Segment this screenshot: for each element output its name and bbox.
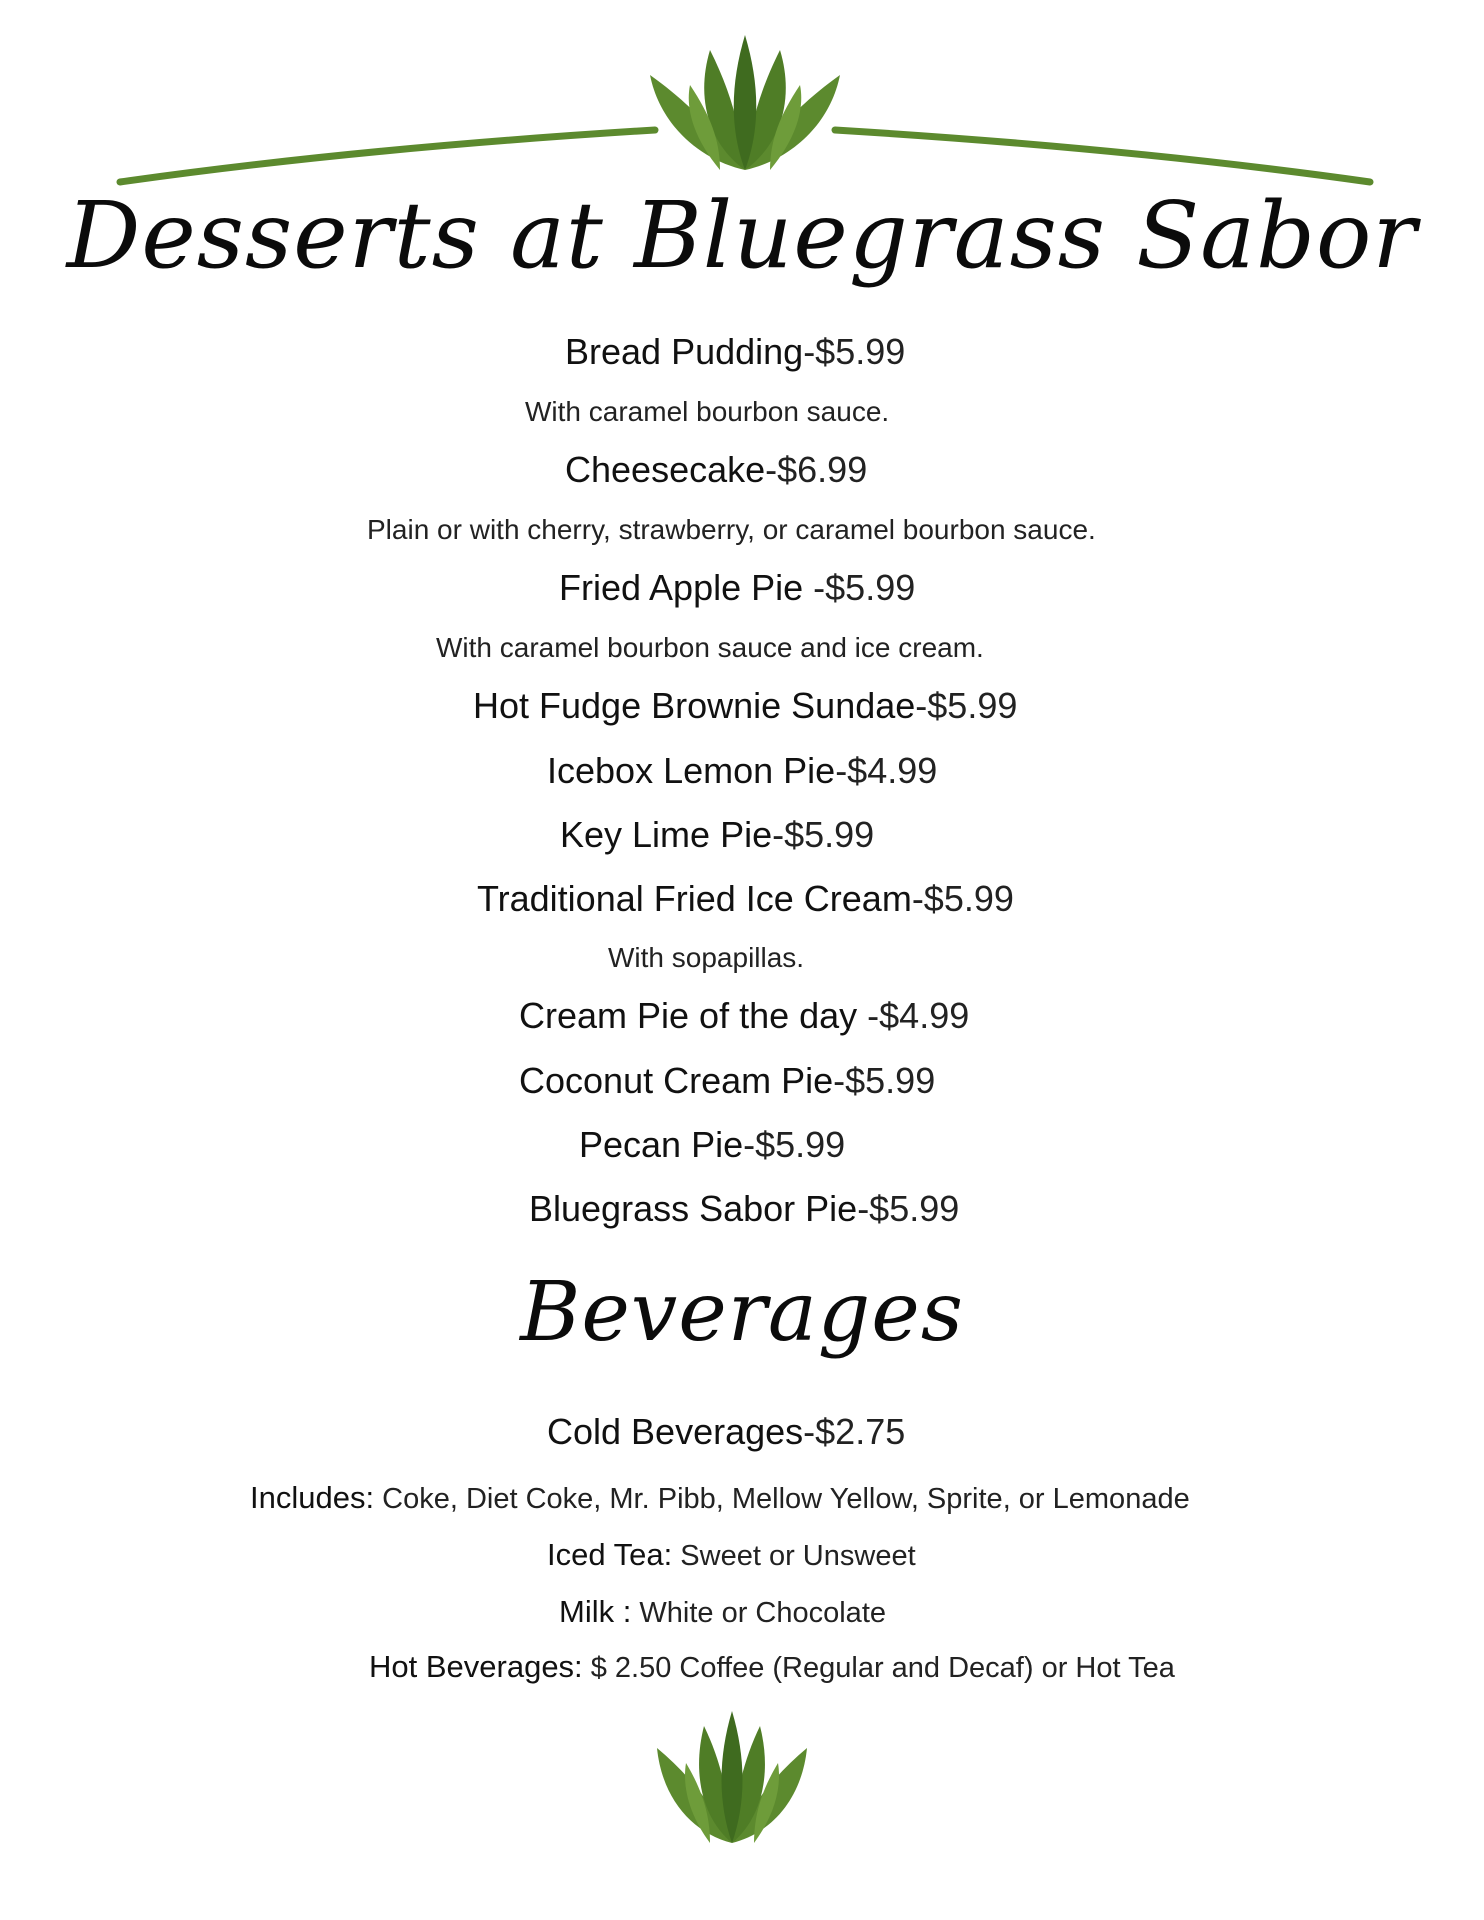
dessert-item-fried-apple-pie bbox=[559, 567, 916, 608]
dessert-price: -$4.99 bbox=[835, 750, 938, 791]
dessert-price: -$5.99 bbox=[813, 567, 916, 608]
dessert-price: -$6.99 bbox=[765, 449, 868, 490]
beverage-text: $ 2.50 Coffee (Regular and Decaf) or Hot Tea bbox=[582, 1652, 1175, 1684]
beverage-includes bbox=[250, 1482, 1190, 1514]
dessert-name: Bread Pudding bbox=[565, 331, 804, 372]
beverage-iced-tea bbox=[547, 1539, 916, 1571]
page-title: Desserts at Bluegrass Sabor bbox=[66, 182, 1418, 289]
beverage-label: Milk : bbox=[559, 1594, 632, 1629]
dessert-name: Hot Fudge Brownie Sundae bbox=[473, 685, 916, 726]
beverage-label: Hot Beverages: bbox=[369, 1649, 583, 1684]
dessert-price: -$5.99 bbox=[803, 331, 906, 372]
dessert-item-bluegrass-sabor-pie bbox=[529, 1188, 960, 1229]
beverage-text: Coke, Diet Coke, Mr. Pibb, Mellow Yellow, Sprite, or Lemonade bbox=[374, 1483, 1190, 1515]
beverage-item-cold bbox=[547, 1411, 906, 1452]
dessert-name: Fried Apple Pie bbox=[559, 567, 814, 608]
leaf-ornament-top-icon bbox=[110, 30, 1380, 200]
beverages-heading: Beverages bbox=[520, 1265, 964, 1360]
dessert-name: Traditional Fried Ice Cream bbox=[477, 878, 912, 919]
beverage-hot bbox=[369, 1651, 1175, 1683]
dessert-description: With sopapillas. bbox=[608, 942, 805, 973]
dessert-item-pecan-pie bbox=[579, 1124, 846, 1165]
dessert-name: Cheesecake bbox=[565, 449, 766, 490]
dessert-price: -$5.99 bbox=[743, 1124, 846, 1165]
beverage-name: Cold Beverages bbox=[547, 1411, 804, 1452]
dessert-name: Key Lime Pie bbox=[560, 814, 773, 855]
dessert-price: -$5.99 bbox=[915, 685, 1018, 726]
beverage-text: Sweet or Unsweet bbox=[672, 1540, 916, 1572]
dessert-item-coconut-cream-pie bbox=[519, 1060, 936, 1101]
dessert-item-cheesecake bbox=[565, 449, 868, 490]
dessert-name: Coconut Cream Pie bbox=[519, 1060, 834, 1101]
beverage-label: Includes: bbox=[250, 1480, 375, 1515]
beverage-text: White or Chocolate bbox=[631, 1597, 886, 1629]
dessert-description: With caramel bourbon sauce and ice cream. bbox=[436, 632, 984, 663]
dessert-item-traditional-fried-ice-cream bbox=[477, 878, 1014, 919]
dessert-item-hot-fudge-brownie-sundae bbox=[473, 685, 1018, 726]
dessert-description: Plain or with cherry, strawberry, or caramel bourbon sauce. bbox=[367, 514, 1096, 545]
dessert-item-cream-pie-of-the-day bbox=[519, 995, 970, 1036]
dessert-item-bread-pudding bbox=[565, 331, 906, 372]
beverage-price: -$2.75 bbox=[803, 1411, 906, 1452]
dessert-name: Bluegrass Sabor Pie bbox=[529, 1188, 858, 1229]
beverage-milk bbox=[559, 1596, 886, 1628]
dessert-name: Pecan Pie bbox=[579, 1124, 744, 1165]
dessert-price: -$5.99 bbox=[833, 1060, 936, 1101]
leaf-ornament-bottom-icon bbox=[652, 1708, 812, 1848]
beverage-label: Iced Tea: bbox=[547, 1537, 673, 1572]
dessert-price: -$5.99 bbox=[911, 878, 1014, 919]
dessert-price: -$4.99 bbox=[867, 995, 970, 1036]
dessert-price: -$5.99 bbox=[857, 1188, 960, 1229]
dessert-price: -$5.99 bbox=[772, 814, 875, 855]
dessert-item-icebox-lemon-pie bbox=[547, 750, 938, 791]
dessert-item-key-lime-pie bbox=[560, 814, 875, 855]
dessert-description: With caramel bourbon sauce. bbox=[525, 396, 890, 427]
dessert-name: Cream Pie of the day bbox=[519, 995, 868, 1036]
dessert-name: Icebox Lemon Pie bbox=[547, 750, 836, 791]
